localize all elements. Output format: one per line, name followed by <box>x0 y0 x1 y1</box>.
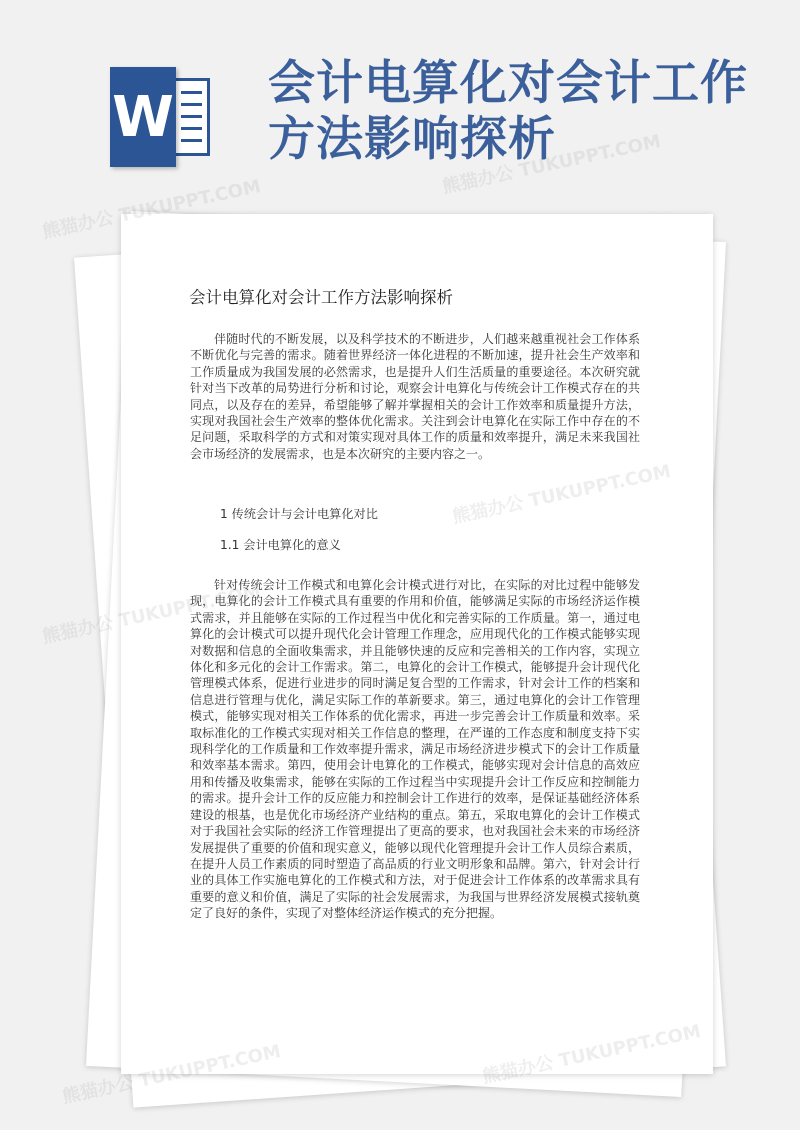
watermark: 熊猫办公 <box>60 1072 136 1108</box>
watermark: 熊猫办公 TUKUPPT.COM <box>40 176 263 243</box>
word-document-icon <box>110 67 176 167</box>
document-title: 会计电算化对会计工作方法影响探析 <box>189 288 453 307</box>
banner-title: 会计电算化对会计工作方法影响探析 <box>268 56 748 167</box>
logo-letter: W <box>112 84 174 150</box>
watermark: 熊猫办公 TUKUPPT.COM <box>440 131 663 198</box>
body-paragraph: 针对传统会计工作模式和电算化会计模式进行对比，在实际的对比过程中能够发现，电算化的会计工作模式具有重要的作用和价值，能够满足实际的市场经济运作模式需求，并且能够在实际的工作过程当中优化和完善实际的工作质量。第一，通过电算化的会计模式可以提升现代化会计管理工作理念，应用现代化的工作模式能够实现对数据和信息的全面收集需求，并且能够快速的反应和完善相关的工作内容，实现立体化和多元化的会计工作需求。第二，电算化的会计工作模式，能够提升会计现代化管理模式体系，促进行业进步的同时满足复合型的工作需求，针对会计工作的档案和信息进行管理与优化，满足实际工作的革新要求。第三，通过电算化的会计工作管理模式，能够实现对相关工作体系的优化需求，再进一步完善会计工作质量和效率。采取标准化的工作模式实现对相关工作信息的整理，在严谨的工作态度和制度支持下实现科学化的工作质量和工作效率提升需求，满足市场经济进步模式下的会计工作质量和效率基本需求。第四，使用会计电算化的工作模式，能够实现对会计信息的高效应用和传播及收集需求，能够在实际的工作过程当中实现提升会计工作反应和控制能力的需求。提升会计工作的反应能力和控制会计工作进行的效率，是保证基础经济体系建设的根基，也是优化市场经济产业结构的重点。第五，采取电算化的会计工作模式对于我国社会实际的经济工作管理提出了更高的要求，也对我国社会未来的市场经济发展提供了重要的价值和现实意义，能够以现代化管理提升会计工作人员综合素质，在提升人员工作素质的同时塑造了高品质的行业文明形象和品牌。第六，针对会计行业的具体工作实施电算化的工作模式和方法，对于促进会计工作体系的改革需求具有重要的意义和价值，满足了实际的社会发展需求，为我国与世界经济发展模式接轨奠定了良好的条件，实现了对整体经济运作模式的充分把握。 <box>190 578 640 921</box>
watermark: 熊猫办公 <box>40 612 116 648</box>
subsection-heading: 1.1 会计电算化的意义 <box>220 538 341 552</box>
intro-paragraph: 伴随时代的不断发展，以及科学技术的不断进步，人们越来越重视社会工作体系不断优化与完善的需求。随着世界经济一体化进程的不断加速，提升社会生产效率和工作质量成为我国发展的必然需求，也是提升人们生活质量的重要途径。本次研究就针对当下改革的局势进行分析和讨论，观察会计电算化与传统会计工作模式存在的共同点，以及存在的差异，希望能够了解并掌握相关的会计工作效率和质量提升方法，实现对我国社会生产效率的整体优化需求。关注到会计电算化在实际工作中存在的不足问题，采取科学的方式和对策实现对具体工作的质量和效率提升，满足未来我国社会市场经济的发展需求，也是本次研究的主要内容之一。 <box>190 332 640 461</box>
section-heading: 1 传统会计与会计电算化对比 <box>220 507 378 521</box>
